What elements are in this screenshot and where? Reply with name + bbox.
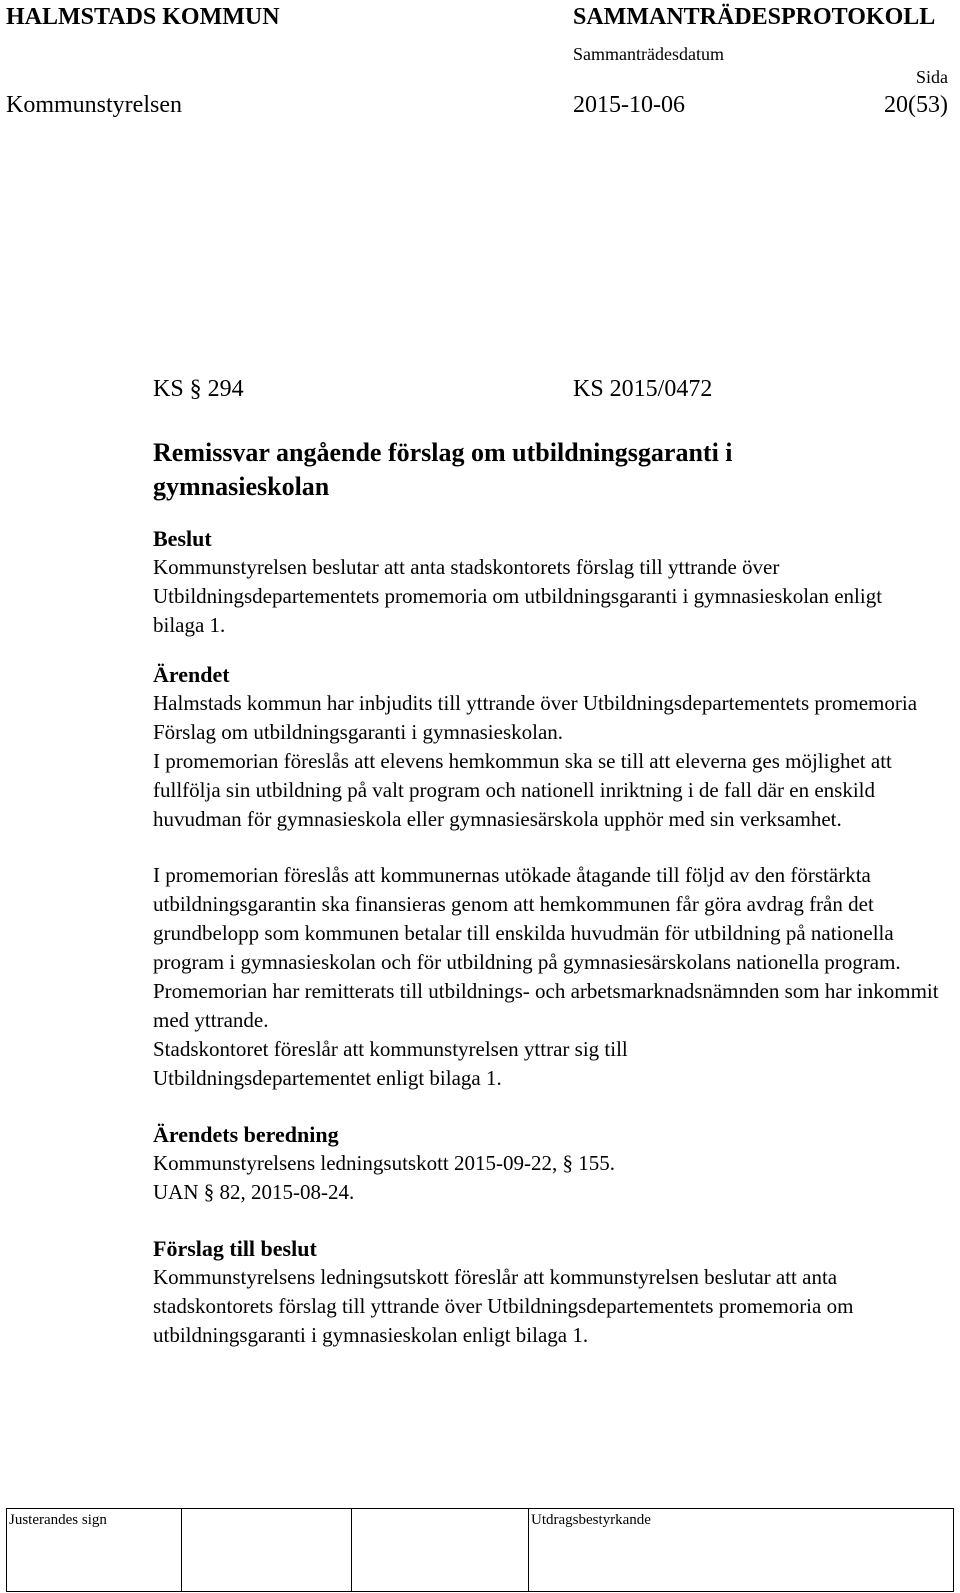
committee-name: Kommunstyrelsen	[6, 92, 182, 118]
arendet-paragraph-5: Stadskontoret föreslår att kommunstyrelsen yttrar sig till Utbildningsdepartementet enligt bilaga 1.	[153, 1037, 628, 1090]
meeting-date: 2015-10-06	[573, 92, 685, 118]
section-heading-arendet: Ärendet	[153, 662, 230, 687]
forslag-text: Kommunstyrelsens ledningsutskott föreslår att kommunstyrelsen beslutar att anta stadskontorets förslag till yttrande över Utbildningsdepartementets promemoria om utbildningsgaranti i gymnasieskolan enligt bilaga 1.	[153, 1265, 854, 1347]
beslut-text: Kommunstyrelsen beslutar att anta stadskontorets förslag till yttrande över Utbildningsdepartementets promemoria om utbildningsgaranti i gymnasieskolan enligt bilaga 1.	[153, 555, 883, 637]
arendet-paragraph-3: I promemorian föreslås att kommunernas utökade åtagande till följd av den förstärkta utbildningsgarantin ska finansieras genom att hemkommunen får göra avdrag från det grundbelopp som kommunen betalar till enskilda huvudmän för utbildning på nationella program i gymnasieskolan och för utbildning på gymnasiesärskolans nationella program.	[153, 863, 901, 974]
page-number: 20(53)	[884, 92, 948, 118]
beredning-line-2: UAN § 82, 2015-08-24.	[153, 1180, 355, 1204]
case-number: KS 2015/0472	[573, 376, 713, 402]
meeting-date-label: Sammanträdesdatum	[573, 44, 724, 64]
item-title: Remissvar angående förslag om utbildningsgaranti i gymnasieskolan	[153, 438, 733, 501]
signature-blank-cell-1	[182, 1509, 352, 1592]
arendet-paragraph-2: I promemorian föreslås att elevens hemkommun ska se till att eleverna ges möjlighet att fullfölja sin utbildning på valt program och nationell inriktning i de fall där en enskild huvudman för gymnasieskola eller gymnasiesärskola upphör med sin verksamhet.	[153, 749, 892, 831]
organization-name: HALMSTADS KOMMUN	[6, 4, 280, 30]
page-label: Sida	[915, 67, 948, 87]
section-heading-forslag: Förslag till beslut	[153, 1236, 317, 1261]
beredning-line-1: Kommunstyrelsens ledningsutskott 2015-09-22, § 155.	[153, 1151, 615, 1175]
document-type: SAMMANTRÄDESPROTOKOLL	[573, 4, 936, 30]
signature-cell	[7, 1509, 182, 1592]
section-heading-beslut: Beslut	[153, 526, 212, 551]
signature-blank-cell-2	[352, 1509, 529, 1592]
ks-paragraph-number: KS § 294	[153, 376, 244, 402]
certification-cell	[529, 1509, 954, 1592]
arendet-paragraph-4: Promemorian har remitterats till utbildnings- och arbetsmarknadsnämnden som har inkommit med yttrande.	[153, 979, 939, 1032]
document-body	[153, 436, 943, 1350]
section-heading-beredning: Ärendets beredning	[153, 1122, 339, 1147]
arendet-paragraph-1: Halmstads kommun har inbjudits till yttrande över Utbildningsdepartementets promemoria Förslag om utbildningsgaranti i gymnasieskolan.	[153, 691, 918, 744]
signature-table	[6, 1508, 954, 1592]
certification-label: Utdragsbestyrkande	[531, 1512, 651, 1528]
signature-label: Justerandes sign	[9, 1512, 107, 1528]
